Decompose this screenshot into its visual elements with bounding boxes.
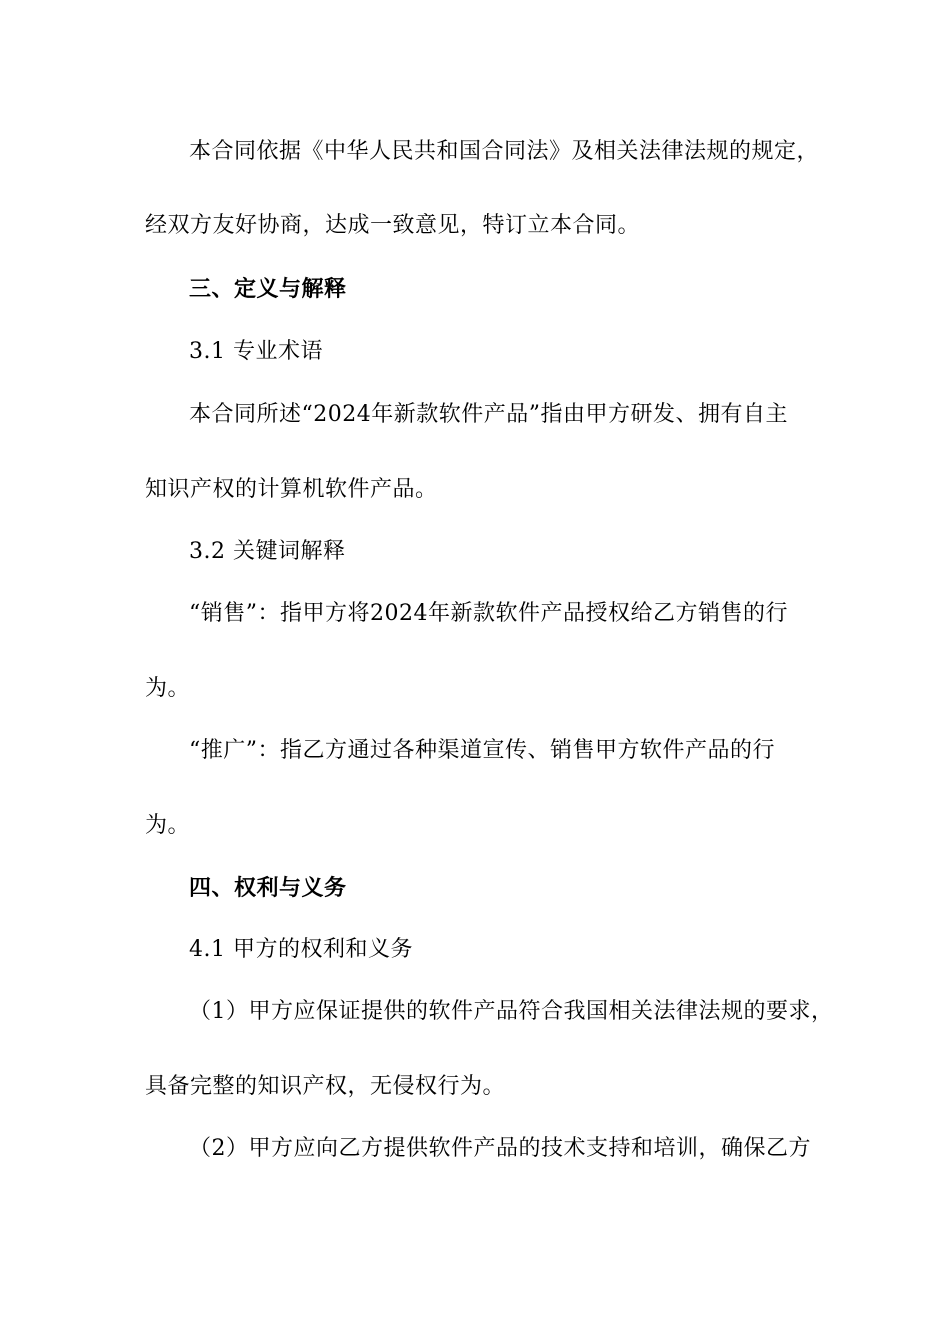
intro-paragraph-line: 经双方友好协商，达成一致意见，特订立本合同。 — [145, 213, 641, 238]
section-heading: 三、定义与解释 — [189, 276, 347, 302]
definition-line: “销售”：指甲方将2024年新款软件产品授权给乙方销售的行 — [189, 601, 788, 626]
section-heading: 四、权利与义务 — [189, 875, 347, 901]
paragraph-line: 知识产权的计算机软件产品。 — [145, 477, 438, 502]
list-item-line: （2）甲方应向乙方提供软件产品的技术支持和培训，确保乙方 — [189, 1136, 811, 1161]
paragraph-line: 本合同所述“2024年新款软件产品”指由甲方研发、拥有自主 — [189, 402, 788, 427]
subsection-title: 3.2 关键词解释 — [189, 539, 346, 564]
list-item-line: （1）甲方应保证提供的软件产品符合我国相关法律法规的要求， — [189, 999, 834, 1024]
definition-line: 为。 — [145, 813, 191, 838]
definition-line: “推广”：指乙方通过各种渠道宣传、销售甲方软件产品的行 — [189, 738, 775, 763]
subsection-title: 3.1 专业术语 — [189, 339, 323, 364]
list-item-line: 具备完整的知识产权，无侵权行为。 — [145, 1074, 506, 1099]
subsection-title: 4.1 甲方的权利和义务 — [189, 937, 413, 962]
definition-line: 为。 — [145, 676, 191, 701]
intro-paragraph-line: 本合同依据《中华人民共和国合同法》及相关法律法规的规定， — [189, 139, 820, 164]
